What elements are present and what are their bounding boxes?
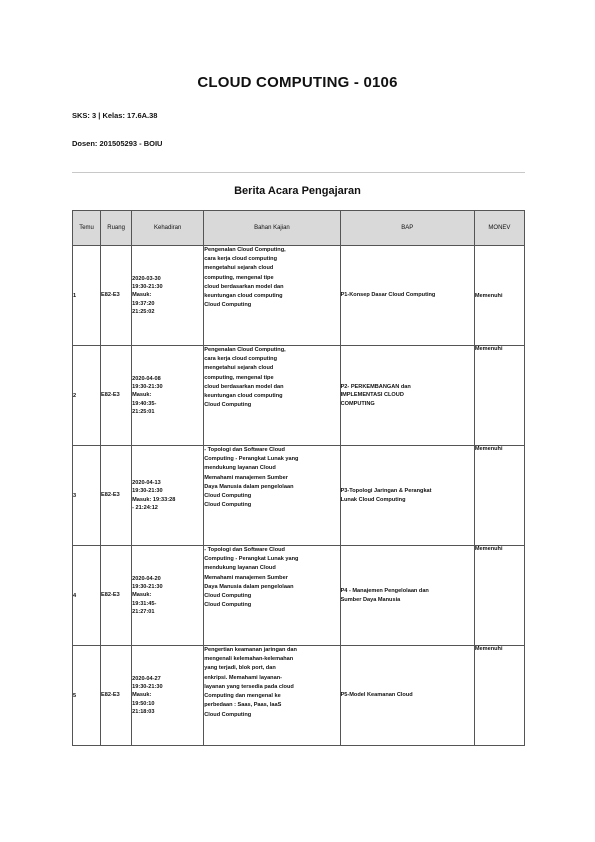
temu-cell: 2 <box>73 346 101 446</box>
column-header-ruang: Ruang <box>101 211 132 246</box>
bap-cell: P1-Konsep Dasar Cloud Computing <box>340 246 474 346</box>
header-divider <box>72 172 525 173</box>
monev-cell: Memenuhi <box>474 246 524 346</box>
bahan-kajian-cell: - Topologi dan Software Cloud Computing - Perangkat Lunak yang mendukung layanan Cloud Memahami manajemen Sumber Daya Manusia dalam pengelolaan Cloud Computing Cloud Computing <box>204 446 340 546</box>
bahan-kajian-cell: Pengenalan Cloud Computing, cara kerja cloud computing mengetahui sejarah cloud computing, mengenal tipe cloud berdasarkan model dan keuntungan cloud computing Cloud Computing <box>204 246 340 346</box>
temu-cell: 3 <box>73 446 101 546</box>
monev-cell: Memenuhi <box>474 546 524 646</box>
table-row <box>73 646 525 746</box>
page-title: CLOUD COMPUTING - 0106 <box>197 74 398 91</box>
bap-cell: P4 - Manajemen Pengelolaan dan Sumber Daya Manusia <box>340 546 474 646</box>
bap-cell: P3-Topologi Jaringan & Perangkat Lunak Cloud Computing <box>340 446 474 546</box>
ruang-cell: E82-E3 <box>101 246 132 346</box>
table-row <box>73 546 525 646</box>
ruang-cell: E82-E3 <box>101 646 132 746</box>
lecturer-info: Dosen: 201505293 - BOIU <box>72 139 163 148</box>
ruang-cell: E82-E3 <box>101 346 132 446</box>
ruang-cell: E82-E3 <box>101 446 132 546</box>
bahan-kajian-cell: Pengenalan Cloud Computing, cara kerja cloud computing mengetahui sejarah cloud computing, mengenal tipe cloud berdasarkan model dan keuntungan cloud computing Cloud Computing <box>204 346 340 446</box>
monev-cell: Memenuhi <box>474 346 524 446</box>
table-row <box>73 446 525 546</box>
temu-cell: 1 <box>73 246 101 346</box>
bap-cell: P2- PERKEMBANGAN dan IMPLEMENTASI CLOUD COMPUTING <box>340 346 474 446</box>
section-title: Berita Acara Pengajaran <box>234 185 361 197</box>
temu-cell: 4 <box>73 546 101 646</box>
bap-table <box>72 210 525 746</box>
ruang-cell: E82-E3 <box>101 546 132 646</box>
table-header-row <box>73 211 525 246</box>
kehadiran-cell: 2020-04-27 19:30-21:30 Masuk: 19:50:10 21:18:03 <box>132 646 204 746</box>
bahan-kajian-cell: - Topologi dan Software Cloud Computing - Perangkat Lunak yang mendukung layanan Cloud Memahami manajemen Sumber Daya Manusia dalam pengelolaan Cloud Computing Cloud Computing <box>204 546 340 646</box>
kehadiran-cell: 2020-04-13 19:30-21:30 Masuk: 19:33:28 - 21:24:12 <box>132 446 204 546</box>
column-header-bap: BAP <box>340 211 474 246</box>
monev-cell: Memenuhi <box>474 646 524 746</box>
temu-cell: 5 <box>73 646 101 746</box>
table-row <box>73 346 525 446</box>
kehadiran-cell: 2020-04-08 19:30-21:30 Masuk: 19:40:35- 21:25:01 <box>132 346 204 446</box>
bap-cell: P5-Model Keamanan Cloud <box>340 646 474 746</box>
kehadiran-cell: 2020-04-20 19:30-21:30 Masuk: 19:31:45- 21:27:01 <box>132 546 204 646</box>
kehadiran-cell: 2020-03-30 19:30-21:30 Masuk: 19:37:20 21:25:02 <box>132 246 204 346</box>
column-header-monev: MONEV <box>474 211 524 246</box>
column-header-kehadiran: Kehadiran <box>132 211 204 246</box>
monev-cell: Memenuhi <box>474 446 524 546</box>
table-row <box>73 246 525 346</box>
bahan-kajian-cell: Pengertian keamanan jaringan dan mengenali kelemahan-kelemahan yang terjadi, blok port, dan enkripsi. Memahami layanan- layanan yang tersedia pada cloud Computing dan mengenal ke perbedaan : Saas, Paas, IaaS Cloud Computing <box>204 646 340 746</box>
sks-class-info: SKS: 3 | Kelas: 17.6A.38 <box>72 111 158 120</box>
column-header-bahan-kajian: Bahan Kajian <box>204 211 340 246</box>
column-header-temu: Temu <box>73 211 101 246</box>
